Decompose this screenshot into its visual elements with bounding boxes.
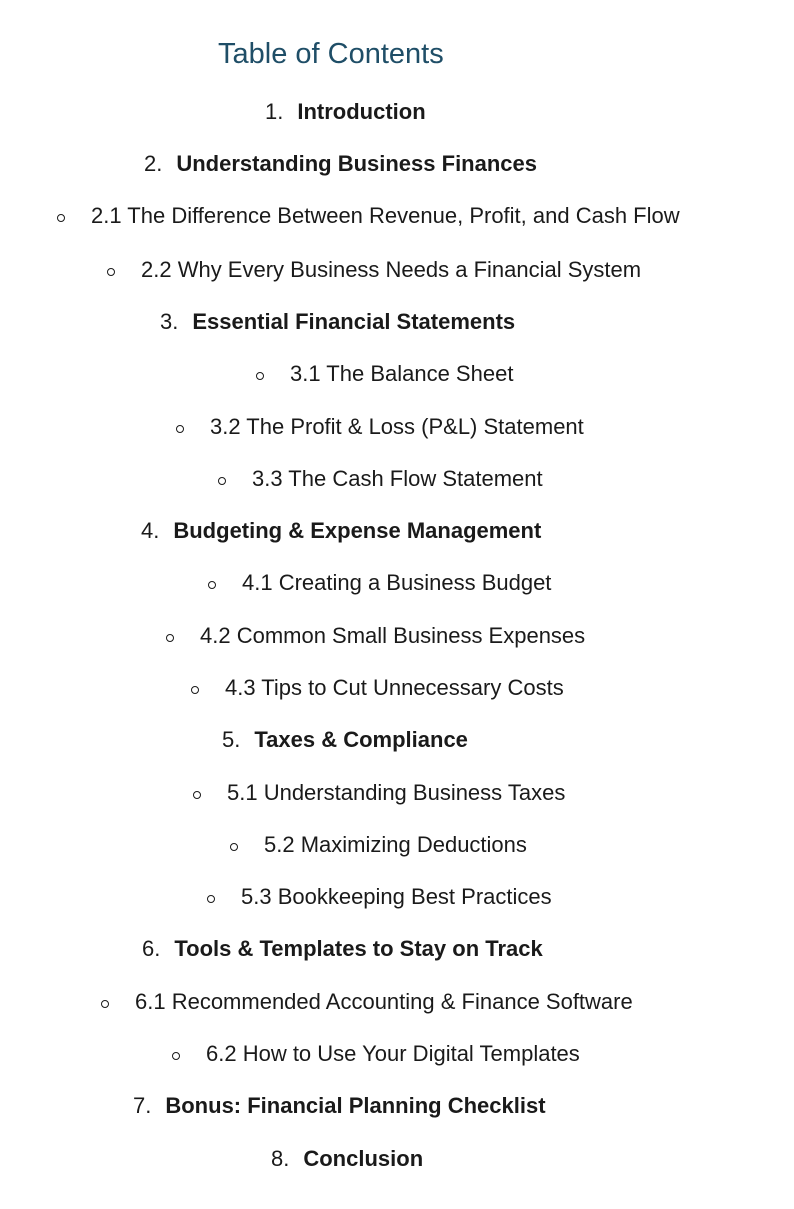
toc-section-2: [144, 149, 537, 179]
hollow-bullet-icon: [57, 214, 65, 222]
hollow-bullet-icon: [101, 1000, 109, 1008]
section-number: 1.: [265, 99, 284, 124]
toc-subsection-5-1: [193, 778, 565, 808]
subsection-label: 4.2 Common Small Business Expenses: [200, 623, 586, 648]
hollow-bullet-icon: [208, 581, 216, 589]
toc-subsection-3-2: [176, 412, 584, 442]
subsection-label: 2.1 The Difference Between Revenue, Profit, and Cash Flow: [91, 203, 680, 228]
toc-title: Table of Contents: [218, 38, 444, 70]
toc-subsection-4-2: [166, 621, 585, 651]
section-label: Budgeting & Expense Management: [173, 518, 542, 543]
section-number: 7.: [133, 1093, 152, 1118]
hollow-bullet-icon: [166, 634, 174, 642]
section-label: Understanding Business Finances: [176, 151, 537, 176]
section-label: Bonus: Financial Planning Checklist: [165, 1093, 546, 1118]
hollow-bullet-icon: [176, 425, 184, 433]
subsection-label: 3.1 The Balance Sheet: [290, 361, 514, 386]
section-number: 6.: [142, 936, 161, 961]
section-number: 4.: [141, 518, 160, 543]
hollow-bullet-icon: [230, 843, 238, 851]
toc-section-1: [265, 97, 426, 127]
toc-subsection-6-1: [101, 987, 633, 1017]
hollow-bullet-icon: [191, 686, 199, 694]
section-label: Introduction: [297, 99, 426, 124]
toc-subsection-6-2: [172, 1039, 580, 1069]
toc-section-5: [222, 725, 468, 755]
toc-section-6: [142, 934, 543, 964]
subsection-label: 3.2 The Profit & Loss (P&L) Statement: [210, 414, 584, 439]
hollow-bullet-icon: [172, 1052, 180, 1060]
section-number: 3.: [160, 309, 179, 334]
toc-subsection-4-3: [191, 673, 564, 703]
toc-section-7: [133, 1091, 546, 1121]
toc-subsection-5-3: [207, 882, 552, 912]
section-number: 5.: [222, 727, 241, 752]
subsection-label: 5.2 Maximizing Deductions: [264, 832, 527, 857]
section-label: Taxes & Compliance: [254, 727, 468, 752]
toc-subsection-5-2: [230, 830, 527, 860]
subsection-label: 3.3 The Cash Flow Statement: [252, 466, 543, 491]
subsection-label: 4.1 Creating a Business Budget: [242, 570, 552, 595]
toc-subsection-3-1: [256, 359, 513, 389]
section-label: Tools & Templates to Stay on Track: [174, 936, 543, 961]
hollow-bullet-icon: [218, 477, 226, 485]
subsection-label: 6.1 Recommended Accounting & Finance Software: [135, 989, 633, 1014]
subsection-label: 5.3 Bookkeeping Best Practices: [241, 884, 552, 909]
section-number: 2.: [144, 151, 163, 176]
hollow-bullet-icon: [107, 268, 115, 276]
subsection-label: 4.3 Tips to Cut Unnecessary Costs: [225, 675, 564, 700]
toc-subsection-3-3: [218, 464, 543, 494]
hollow-bullet-icon: [193, 791, 201, 799]
subsection-label: 2.2 Why Every Business Needs a Financial System: [141, 257, 642, 282]
toc-section-8: [271, 1144, 423, 1174]
toc-section-3: [160, 307, 515, 337]
toc-section-4: [141, 516, 541, 546]
toc-subsection-4-1: [208, 568, 551, 598]
subsection-label: 5.1 Understanding Business Taxes: [227, 780, 566, 805]
subsection-label: 6.2 How to Use Your Digital Templates: [206, 1041, 580, 1066]
toc-subsection-2-2: [107, 255, 641, 285]
section-label: Essential Financial Statements: [192, 309, 516, 334]
hollow-bullet-icon: [207, 895, 215, 903]
section-number: 8.: [271, 1146, 290, 1171]
section-label: Conclusion: [303, 1146, 424, 1171]
hollow-bullet-icon: [256, 372, 264, 380]
toc-subsection-2-1: [57, 201, 680, 231]
